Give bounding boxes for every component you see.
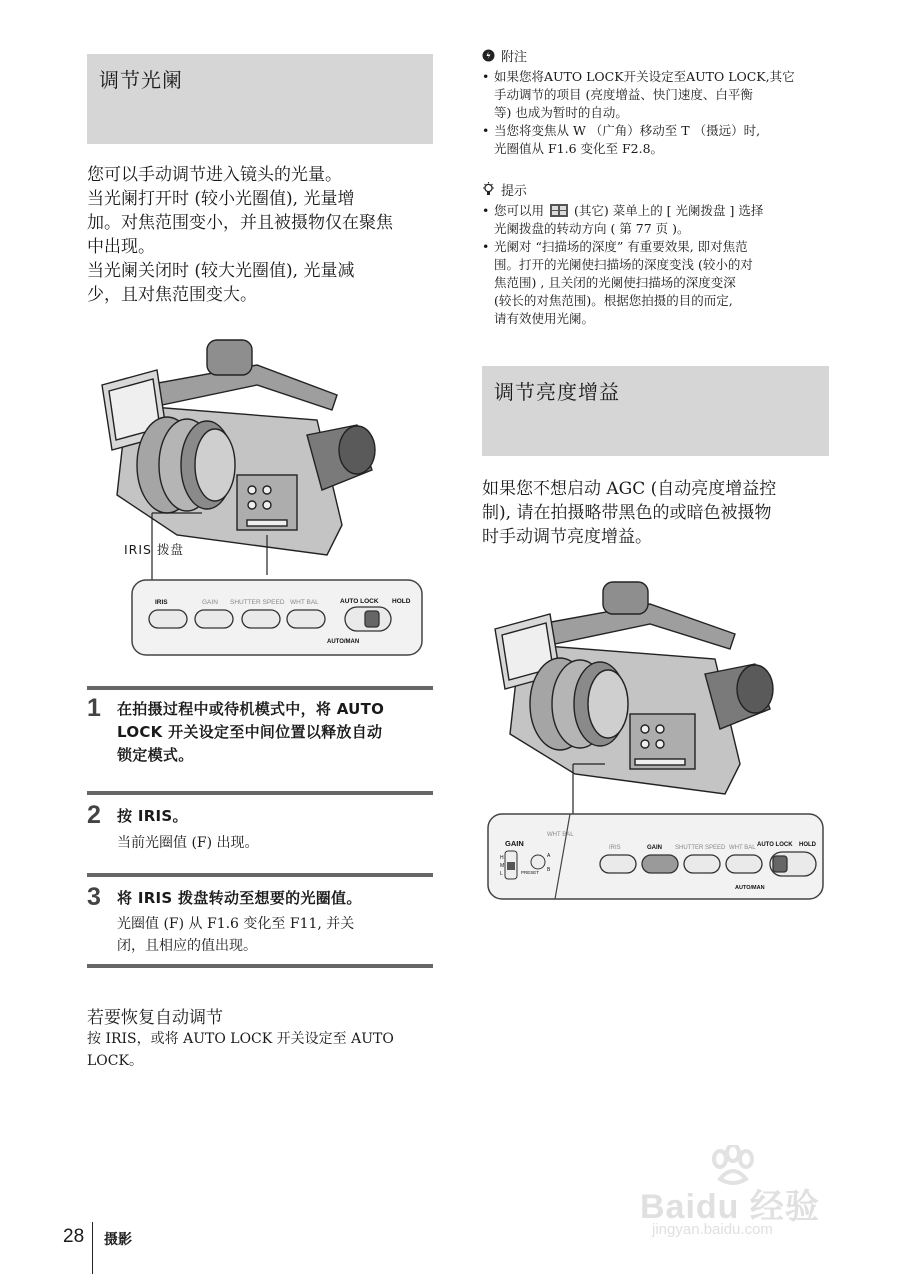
panel-label: HOLD [392, 598, 411, 605]
panel-label: GAIN [202, 599, 218, 606]
others-menu-icon [550, 204, 568, 217]
step-divider [87, 964, 433, 968]
tip-item: • 光阑对 “扫描场的深度” 有重要效果, 即对焦范 围。打开的光阑使扫描场的深度变浅 (较小的对 焦范围) , 且关闭的光阑使扫描场的深度变深 (较长的对焦范围)。根据您拍摄的目的而定, 请有效使用光阑。 [482, 239, 753, 326]
page-number: 28 [63, 1226, 85, 1247]
panel-label: WHT BAL [290, 599, 319, 606]
section-header-gain [482, 366, 829, 456]
panel-label: GAIN [647, 845, 662, 851]
panel-label: IRIS [609, 845, 621, 851]
intro-line: 少，且对焦范围变大。 [87, 285, 257, 305]
step-divider [87, 791, 433, 795]
step-heading: 将 IRIS 拨盘转动至想要的光圈值。 [117, 889, 362, 907]
tips-block [482, 180, 832, 328]
notes-block [482, 46, 832, 158]
intro-paragraph [87, 163, 433, 307]
tip-item: • 您可以用 (其它) 菜单上的 [ 光阑拨盘 ] 选择 光阑拨盘的转动方向 ( 第 77 页 )。 [482, 203, 764, 236]
section-title: 调节亮度增益 [494, 380, 620, 404]
iris-dial-callout: IRIS 拨盘 [124, 542, 184, 557]
intro-line: 您可以手动调节进入镜头的光量。 [87, 165, 342, 185]
watermark-brand: Baidu 经验 [640, 1188, 820, 1226]
restore-auto-title: 若要恢复自动调节 [87, 1008, 223, 1028]
panel-label: AUTO/MAN [327, 639, 360, 645]
intro-line: 加。对焦范围变小，并且被摄物仅在聚焦 [87, 213, 393, 233]
camcorder-gain-illustration [485, 574, 830, 904]
section-header-iris [87, 54, 433, 144]
step-number: 2 [87, 801, 101, 829]
panel-label: AUTO/MAN [735, 885, 765, 891]
panel-label: B [547, 867, 551, 873]
note-item: • 当您将变焦从 W （广角）移动至 T （摄远）时, 光圈值从 F1.6 变化至 F2.8。 [482, 123, 761, 156]
note-item: • 如果您将AUTO LOCK开关设定至AUTO LOCK,其它 手动调节的项目 (亮度增益、快门速度、白平衡 等) 也成为暂时的自动。 [482, 69, 795, 120]
panel-label: WHT BAL [547, 832, 574, 838]
panel-label: AUTO LOCK [757, 842, 793, 848]
section-title: 调节光阑 [99, 68, 183, 92]
panel-label: A [547, 853, 551, 859]
panel-label: PRESET [521, 870, 540, 875]
panel-label: H [500, 855, 504, 861]
camcorder-iris-illustration [87, 325, 433, 670]
panel-label: SHUTTER SPEED [675, 845, 726, 851]
panel-label: M [500, 863, 505, 869]
panel-label: WHT BAL [729, 845, 756, 851]
watermark-url: jingyan.baidu.com [652, 1221, 773, 1238]
footer-divider [92, 1222, 93, 1274]
panel-label: GAIN [505, 839, 524, 848]
note-icon [482, 49, 495, 62]
gain-intro-paragraph: 如果您不想启动 AGC (自动亮度增益控 制), 请在拍摄略带黑色的或暗色被摄物 时手动调节亮度增益。 [482, 479, 777, 547]
panel-label: SHUTTER SPEED [230, 599, 285, 606]
step-heading: 在拍摄过程中或待机模式中，将 AUTO LOCK 开关设定至中间位置以释放自动 锁定模式。 [117, 700, 385, 764]
notes-title: 附注 [501, 50, 528, 65]
step-heading: 按 IRIS。 [117, 807, 188, 825]
step-detail: 当前光圈值 (F) 出现。 [117, 835, 259, 851]
panel-label: HOLD [799, 842, 816, 848]
step-detail: 光圈值 (F) 从 F1.6 变化至 F11, 并关 闭，且相应的值出现。 [117, 916, 355, 954]
panel-label: AUTO LOCK [340, 598, 379, 605]
panel-label: IRIS [155, 599, 168, 606]
step-number: 3 [87, 883, 101, 911]
baidu-watermark [640, 1145, 860, 1245]
tips-title: 提示 [501, 184, 528, 199]
intro-line: 当光阑打开时 (较小光圈值), 光量增 [87, 189, 355, 209]
intro-line: 当光阑关闭时 (较大光圈值), 光量减 [87, 261, 355, 281]
step-divider [87, 686, 433, 690]
lightbulb-icon [482, 182, 495, 197]
step-number: 1 [87, 694, 101, 722]
intro-line: 中出现。 [87, 237, 155, 257]
panel-label: L [500, 871, 503, 877]
chapter-label: 摄影 [104, 1232, 132, 1248]
step-divider [87, 873, 433, 877]
restore-auto-text: 按 IRIS，或将 AUTO LOCK 开关设定至 AUTO LOCK。 [87, 1031, 394, 1069]
